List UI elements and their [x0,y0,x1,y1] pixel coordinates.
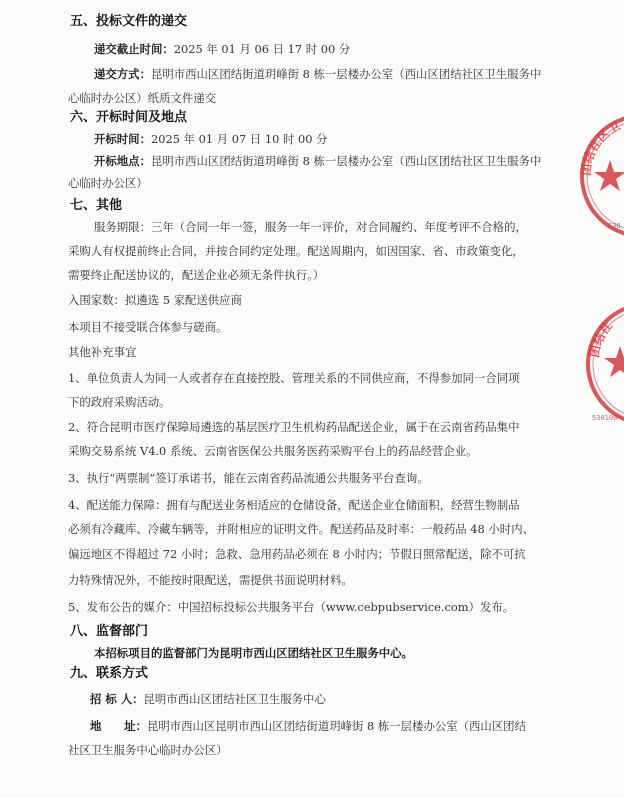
service-period-line-2: 采购人有权提前终止合同，并按合同约定处理。配送周期内，如因国家、省、市政策变化， [68,244,524,258]
opening-place-label: 开标地点： [94,154,151,168]
tenderer-value: 昆明市西山区团结社区卫生服务中心 [143,692,326,706]
opening-place-value: 昆明市西山区团结街道玥峰街 8 栋一层楼办公室（西山区团结社区卫生服务中 [150,154,542,168]
submit-method-value: 昆明市西山区团结街道玥峰街 8 栋一层楼办公室（西山区团结社区卫生服务中 [150,67,542,81]
opening-place-line [94,153,541,169]
section-9-heading: 九、联系方式 [70,666,149,681]
deadline-line [94,41,350,57]
shortlist-count: 入围家数：拟遴选 5 家配送供应商 [68,293,242,307]
opening-time-label: 开标时间： [94,132,151,146]
item-2-line-1: 2、符合昆明市医疗保障局遴选的基层医疗卫生机构药品配送企业，属于在云南省药品集中 [68,420,520,434]
section-6-heading: 六、开标时间及地点 [70,110,188,125]
seal-top-star-icon [594,160,624,191]
official-seal-bottom [586,298,624,430]
opening-time-value: 2025 年 01 月 07 日 10 时 00 分 [150,132,328,146]
deadline-value: 2025 年 01 月 06 日 17 时 00 分 [173,42,351,56]
seal-top-arc-text: 团结社区卫 [578,118,623,177]
item-4-line-2: 必须有冷藏库、冷藏车辆等，并附相应的证明文件。配送药品及时率：一般药品 48 小时内、 [68,522,534,536]
opening-place-cont: 心临时办公区） [68,176,148,190]
seal-bottom-arc-text: 团结社 [586,318,616,359]
submit-method-label: 递交方式： [94,67,151,81]
item-4-line-1: 4、配送能力保障：拥有与配送业务相适应的仓储设备，配送企业仓储面积，经营生物制品 [68,498,520,512]
official-seal-top [576,110,624,242]
other-matters-title: 其他补充事宜 [68,345,137,359]
item-4-line-4: 力特殊情况外，不能按时限配送，需提供书面说明材料。 [68,573,353,587]
submit-method-cont: 心临时办公区）纸质文件递交 [68,91,217,105]
svg-text:团结社 [587,318,615,358]
section-8-heading: 八、监督部门 [70,624,149,639]
supervision-text: 本招标项目的监督部门为昆明市西山区团结社区卫生服务中心。 [94,646,413,660]
item-5: 5、发布公告的媒介：中国招标投标公共服务平台（www.cebpubservice.com）发布。 [68,600,515,614]
no-consortium: 本项目不接受联合体参与磋商。 [68,320,228,334]
seal-bottom-code: 530100 [592,414,618,422]
item-4-line-3: 偏远地区不得超过 72 小时；急救、急用药品必须在 8 小时内；节假日照常配送，除不可抗 [68,547,526,561]
item-1-line-1: 1、单位负责人为同一人或者存在直接控股、管理关系的不同供应商，不得参加同一合同项 [68,371,520,385]
submit-method-line [94,66,541,82]
seal-top-code: 530 [608,222,621,230]
section-5-heading: 五、投标文件的递交 [70,14,188,29]
opening-time-line [94,131,327,147]
seal-bottom-star-icon [604,346,624,377]
deadline-label: 递交截止时间： [94,42,174,56]
svg-text:团结社区卫 [579,119,623,177]
item-3: 3、执行“两票制”签订承诺书，能在云南省药品流通公共服务平台查询。 [68,471,429,485]
tenderer-line [90,691,326,707]
item-2-line-2: 采购交易系统 V4.0 系统、云南省医保公共服务医药采购平台上的药品经营企业。 [68,444,478,458]
tenderer-label: 招 标 人： [90,692,144,706]
address-line [90,718,526,734]
address-cont: 社区卫生服务中心临时办公区） [68,743,228,757]
item-1-line-2: 下的政府采购活动。 [68,395,171,409]
address-label: 地 址： [90,719,147,733]
section-7-heading: 七、其他 [70,198,123,213]
service-period-line-3: 需要终止配送协议的，配送企业必须无条件执行。） [68,268,325,282]
service-period-line-1: 服务期限：三年（合同一年一签，服务一年一评价，对合同履约、年度考评不合格的， [94,220,527,234]
address-value: 昆明市西山区昆明市西山区团结街道玥峰街 8 栋一层楼办公室（西山区团结 [146,719,526,733]
